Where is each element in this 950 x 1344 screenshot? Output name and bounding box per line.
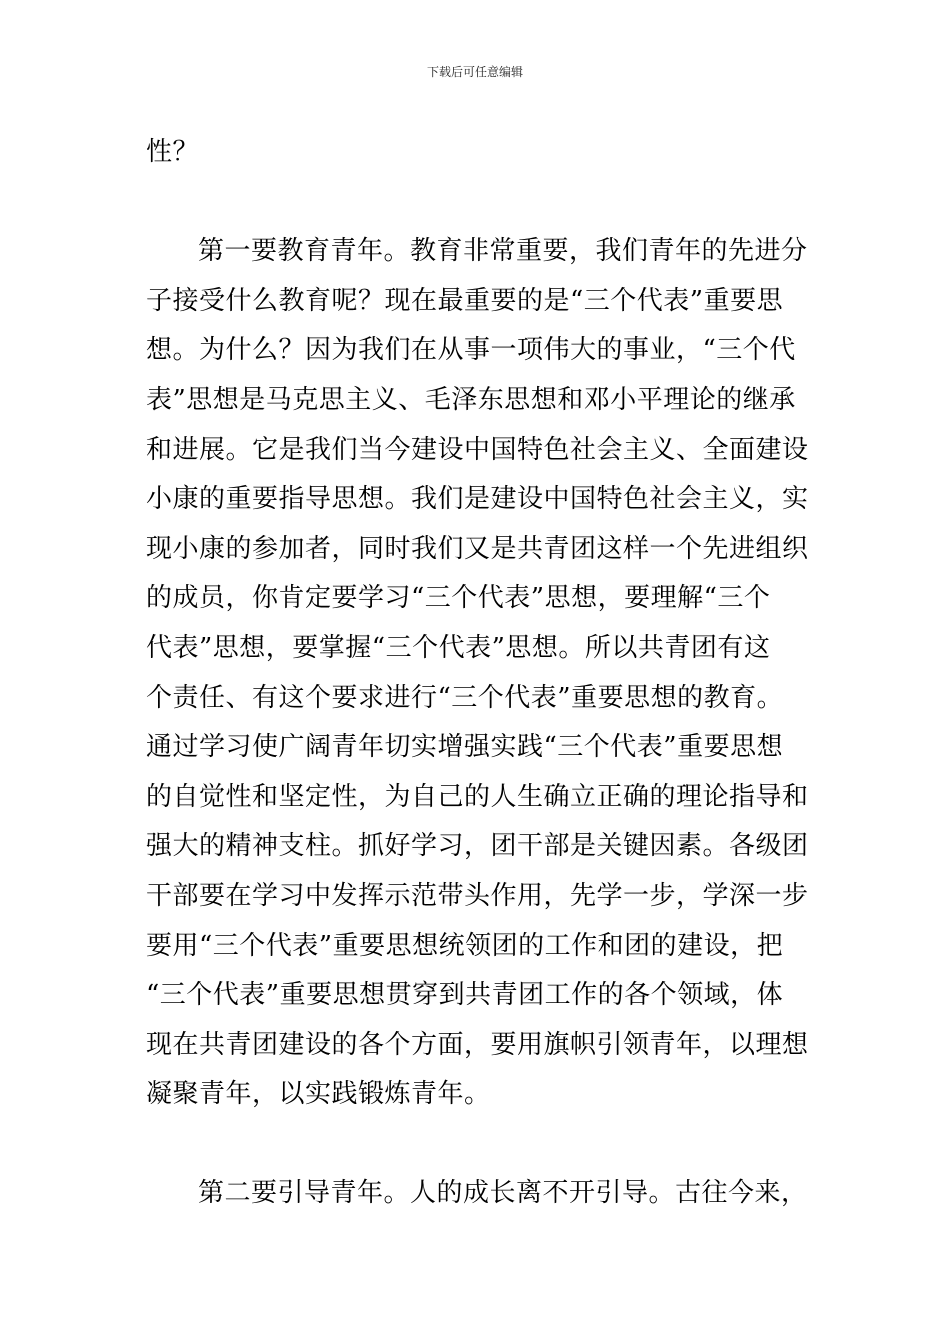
paragraph-gap	[146, 1120, 808, 1170]
text-line: 第一要教育青年。教育非常重要，我们青年的先进分	[198, 236, 808, 267]
text-line: 代表”思想，要掌握“三个代表”思想。所以共青团有这	[146, 632, 771, 663]
text-line: “三个代表”重要思想贯穿到共青团工作的各个领域，体	[146, 980, 784, 1011]
document-body	[146, 128, 808, 1219]
page-header: 下载后可任意编辑	[426, 65, 523, 79]
text-line: 现在共青团建设的各个方面，要用旗帜引领青年，以理想	[146, 1029, 809, 1060]
text-line: 个责任、有这个要求进行“三个代表”重要思想的教育。	[146, 682, 784, 713]
text-line: 和进展。它是我们当今建设中国特色社会主义、全面建设	[146, 434, 809, 465]
text-line: 凝聚青年，以实践锻炼青年。	[146, 1079, 491, 1110]
text-line: 通过学习使广阔青年切实增强实践“三个代表”重要思想	[146, 732, 784, 763]
text-line: 干部要在学习中发挥示范带头作用，先学一步，学深一步	[146, 880, 809, 911]
text-line: 子接受什么教育呢？现在最重要的是“三个代表”重要思	[146, 285, 784, 316]
paragraph-gap	[146, 178, 808, 228]
text-line: 想。为什么？因为我们在从事一项伟大的事业，“三个代	[146, 335, 796, 366]
text-line: 的自觉性和坚定性，为自己的人生确立正确的理论指导和	[146, 781, 809, 812]
text-line: 小康的重要指导思想。我们是建设中国特色社会主义，实	[146, 484, 809, 515]
text-line: 表”思想是马克思主义、毛泽东思想和邓小平理论的继承	[146, 384, 796, 415]
paragraph-1	[146, 227, 808, 1120]
text-line: 的成员，你肯定要学习“三个代表”思想，要理解“三个	[146, 583, 771, 614]
text-line: 强大的精神支柱。抓好学习，团干部是关键因素。各级团	[146, 831, 809, 862]
text-line: 第二要引导青年。人的成长离不开引导。古往今来，	[198, 1178, 808, 1209]
paragraph-2	[146, 1169, 808, 1219]
text-line-fragment: 性？	[146, 137, 200, 167]
text-line: 现小康的参加者，同时我们又是共青团这样一个先进组织	[146, 533, 809, 564]
text-line: 要用“三个代表”重要思想统领团的工作和团的建设，把	[146, 930, 784, 961]
